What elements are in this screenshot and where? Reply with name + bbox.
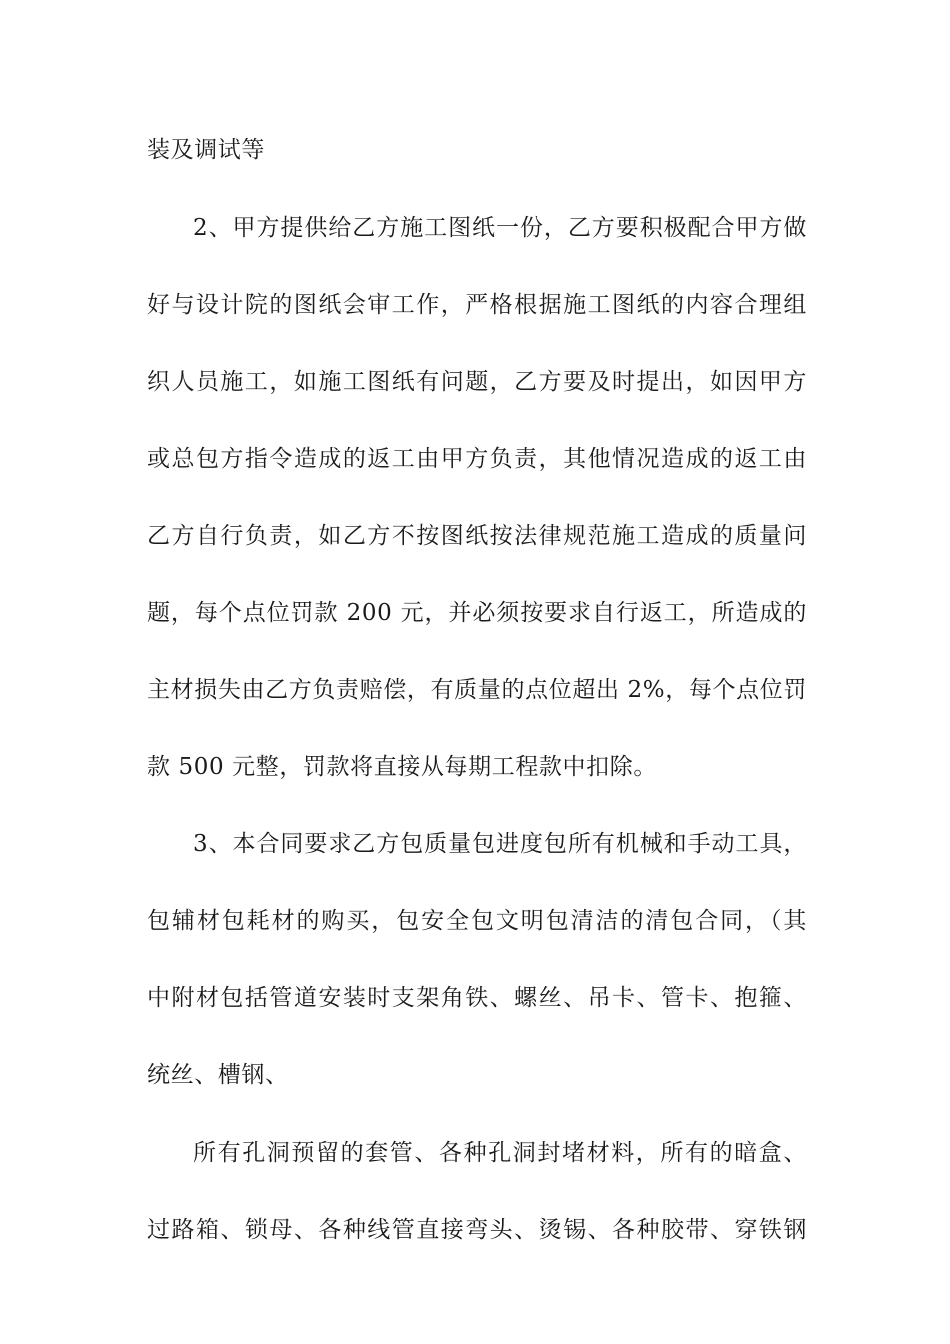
text-line-13: 统丝、槽钢、 [147,1062,289,1088]
text-line-7: 题，每个点位罚款 200 元，并必须按要求自行返工，所造成的 [147,600,807,626]
text-line-5: 或总包方指令造成的返工由甲方负责，其他情况造成的返工由 [147,446,807,472]
text-line-6: 乙方自行负责，如乙方不按图纸按法律规范施工造成的质量问 [147,523,807,549]
text-line-4: 织人员施工，如施工图纸有问题，乙方要及时提出，如因甲方 [147,369,807,395]
text-line-3: 好与设计院的图纸会审工作，严格根据施工图纸的内容合理组 [147,292,807,318]
text-line-2: 2、甲方提供给乙方施工图纸一份，乙方要积极配合甲方做 [193,215,807,241]
text-line-12: 中附材包括管道安装时支架角铁、螺丝、吊卡、管卡、抱箍、 [147,985,807,1011]
text-line-1: 装及调试等 [147,137,265,163]
text-line-14: 所有孔洞预留的套管、各种孔洞封堵材料，所有的暗盒、 [193,1140,807,1166]
text-line-15: 过路箱、锁母、各种线管直接弯头、烫锡、各种胶带、穿铁钢 [147,1217,807,1243]
text-line-9: 款 500 元整，罚款将直接从每期工程款中扣除。 [147,754,657,780]
text-line-8: 主材损失由乙方负责赔偿，有质量的点位超出 2%，每个点位罚 [147,677,807,703]
text-line-10: 3、本合同要求乙方包质量包进度包所有机械和手动工具， [193,831,807,857]
text-line-11: 包辅材包耗材的购买，包安全包文明包清洁的清包合同，（其 [147,908,807,934]
